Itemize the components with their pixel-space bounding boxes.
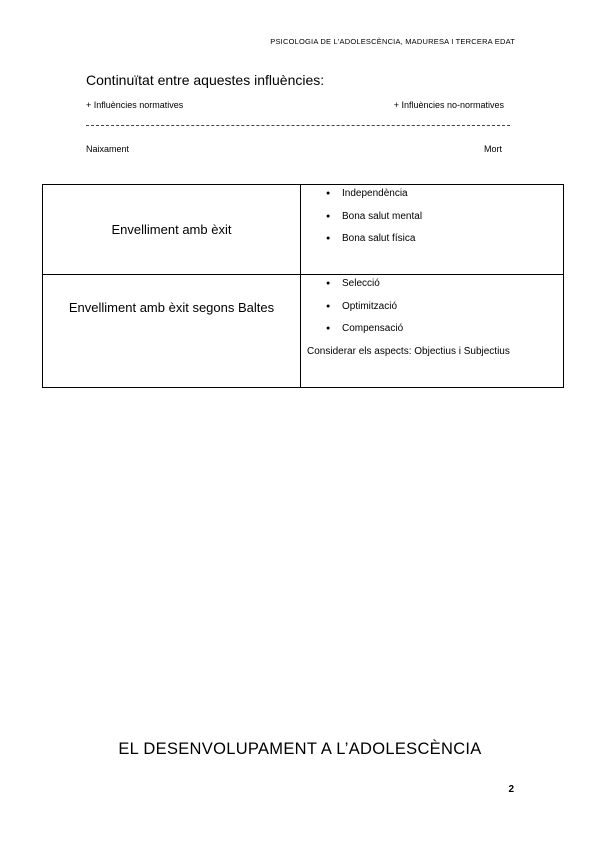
page-number: 2 — [508, 784, 514, 795]
aging-table — [42, 184, 564, 388]
concept-label: Envelliment amb èxit segons Baltes — [68, 300, 275, 315]
normative-influences-label: + Influències normatives — [86, 100, 184, 110]
continuum-line — [86, 125, 510, 126]
bullet-item: ● Bona salut mental — [307, 206, 563, 229]
table-row — [43, 275, 564, 388]
section-title: EL DESENVOLUPAMENT A L’ADOLESCÈNCIA — [118, 740, 482, 758]
bullet-item: ● Bona salut física — [307, 228, 563, 251]
death-label: Mort — [484, 144, 502, 154]
bullet-item: ● Selecció — [307, 273, 563, 296]
consider-note: Considerar els aspects: Objectius i Subjectius — [307, 345, 510, 357]
concept-cell — [43, 275, 301, 388]
running-header: PSICOLOGIA DE L'ADOLESCÈNCIA, MADURESA I TERCERA EDAT — [270, 37, 515, 46]
table-row — [43, 185, 564, 275]
details-cell — [301, 185, 564, 275]
continuity-title: Continuïtat entre aquestes influències: — [86, 72, 325, 88]
bullet-item: ● Optimització — [307, 296, 563, 319]
bullet-item: ● Compensació — [307, 318, 563, 341]
concept-cell — [43, 185, 301, 275]
concept-label: Envelliment amb èxit — [111, 222, 232, 237]
bullet-item: ● Independència — [307, 183, 563, 206]
details-cell — [301, 275, 564, 388]
birth-label: Naixament — [86, 144, 130, 154]
non-normative-influences-label: + Influències no-normatives — [393, 100, 504, 110]
